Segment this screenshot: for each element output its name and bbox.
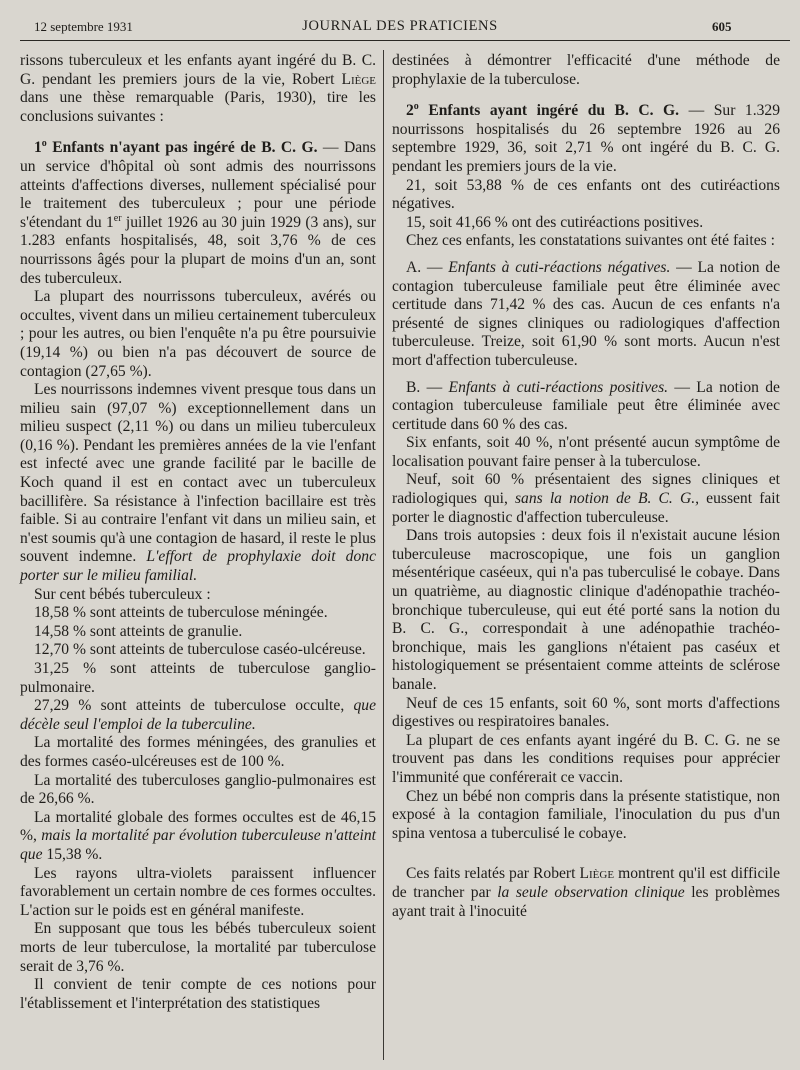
page-number: 605	[712, 19, 732, 34]
stat-line: 31,25 % sont atteints de tuberculose ganglio-pulmonaire.	[20, 660, 376, 696]
section-heading-2: 2$^o$ Enfants ayant ingéré du B. C. G. — Sur 1.329 nourrissons hospitalisés du 26 septembre 1926 au 26 septembre 1929, 36, soit 2,71 % ont ingéré du B. C. G. pendant les premiers jours de la vie.	[392, 101, 780, 175]
paragraph: 21, soit 53,88 % de ces enfants ont des cutiréactions négatives.	[392, 176, 780, 213]
paragraph: En supposant que tous les bébés tuberculeux soient morts de leur tuberculose, la mortalité par tuberculose serait de 3,76 %.	[20, 920, 376, 975]
header-date: 12 septembre 1931	[34, 19, 133, 34]
paragraph: Ces faits relatés par Robert Liège montrent qu'il est difficile de trancher par la seule observation clinique les problèmes ayant trait à l'inocuité	[392, 865, 780, 920]
author-name: Liège	[341, 70, 377, 88]
column-divider	[383, 50, 384, 1060]
header-rule	[20, 40, 790, 41]
journal-title: JOURNAL DES PRATICIENS	[302, 18, 498, 34]
paragraph: La plupart de ces enfants ayant ingéré du B. C. G. ne se trouvent pas dans les conditions requises pour apprécier l'immunité que conférerait ce vaccin.	[392, 731, 780, 786]
paragraph: Les nourrissons indemnes vivent presque tous dans un milieu sain (97,07 %) exceptionnellement dans un milieu suspect (2,11 %) ou dans un milieu tuberculeux (0,16 %). Pendant les premières années de la vie l'enfant est infecté avec une grande facilité par le bacille de Koch quand il est en contact avec un tuberculeux bacillifère. Sa résistance à l'infection bacillaire est très faible. Si au contraire l'enfant vit dans un milieu sain, et n'est soumis qu'à une contagion de hasard, il reste le plus souvent indemne. L'effort de prophylaxie doit donc porter sur le milieu familial.	[20, 381, 376, 585]
paragraph: Neuf de ces 15 enfants, soit 60 %, sont morts d'affections digestives ou respiratoires banales.	[392, 694, 780, 731]
paragraph: destinées à démontrer l'efficacité d'une méthode de prophylaxie de la tuberculose.	[392, 52, 780, 88]
section-heading-1: 1$^o$ Enfants n'ayant pas ingéré de B. C. G. — Dans un service d'hôpital où sont admis des nourrissons atteints d'affections diverses, nullement spécialisé pour le traitement des tuberculeux ; pour une période s'étendant du 1er juillet 1926 au 30 juin 1929 (3 ans), sur 1.283 enfants hospitalisés, 48, soit 3,76 % de ces nourrissons âgés pour la plupart de moins d'un an, sont des tuberculeux.	[20, 138, 376, 287]
subsection-b: B. — Enfants à cuti-réactions positives. — La notion de contagion tuberculeuse familiale peut être éliminée avec certitude dans 60 % des cas.	[392, 378, 780, 433]
paragraph: La mortalité des tuberculoses ganglio-pulmonaires est de 26,66 %.	[20, 771, 376, 808]
stat-line: 12,70 % sont atteints de tuberculose caséo-ulcéreuse.	[34, 641, 366, 659]
author-name: Liège	[579, 865, 615, 883]
paragraph: Neuf, soit 60 % présentaient des signes cliniques et radiologiques qui, sans la notion de B. C. G., eussent fait porter le diagnostic d'affection tuberculeuse.	[392, 471, 780, 526]
paragraph: rissons tuberculeux et les enfants ayant ingéré du B. C. G. pendant les premiers jours de la vie, Robert Liège dans une thèse remarquable (Paris, 1930), tire les conclusions suivantes :	[20, 52, 377, 125]
paragraph: Six enfants, soit 40 %, n'ont présenté aucun symptôme de localisation pouvant faire penser à la tuberculose.	[392, 434, 780, 470]
paragraph: Les rayons ultra-violets paraissent influencer favorablement un certain nombre de ces formes occultes. L'action sur le poids est en général manifeste.	[20, 864, 376, 919]
paragraph: Il convient de tenir compte de ces notions pour l'établissement et l'interprétation des statistiques	[20, 976, 376, 1012]
page-header	[0, 0, 800, 44]
stat-line: 14,58 % sont atteints de granulie.	[34, 622, 243, 640]
stat-line: 18,58 % sont atteints de tuberculose méningée.	[34, 604, 328, 622]
paragraph: La mortalité globale des formes occultes est de 46,15 %, mais la mortalité par évolution tuberculeuse n'atteint que 15,38 %.	[20, 808, 376, 863]
paragraph: Sur cent bébés tuberculeux :	[34, 585, 211, 603]
paragraph: La mortalité des formes méningées, des granulies et des formes caséo-ulcéreuses est de 100 %.	[20, 734, 376, 770]
paragraph: Chez ces enfants, les constatations suivantes ont été faites :	[406, 232, 775, 250]
stat-line: 27,29 % sont atteints de tuberculose occulte, que décèle seul l'emploi de la tuberculine.	[20, 697, 376, 733]
subsection-a: A. — Enfants à cuti-réactions négatives. — La notion de contagion tuberculeuse familiale peut être éliminée avec certitude dans 71,42 % des cas. Aucun de ces enfants n'a présenté de signes cliniques ou radiologiques d'affection tuberculeuse. Treize, soit 61,90 % sont morts. Aucun n'est mort d'affection tuberculeuse.	[392, 258, 781, 369]
left-column	[20, 52, 376, 1013]
paragraph: La plupart des nourrissons tuberculeux, avérés ou occultes, vivent dans un milieu certainement tuberculeux ; pour les autres, ou bien l'enquête n'a pu être poursuivie (19,14 %) ou bien n'a pas découvert de source de contagion (27,65 %).	[20, 288, 376, 380]
paragraph: Chez un bébé non compris dans la présente statistique, non exposé à la contagion familiale, l'inoculation du pus d'un spina ventosa a tuberculisé le cobaye.	[392, 787, 780, 842]
right-column	[392, 52, 780, 921]
paragraph: 15, soit 41,66 % ont des cutiréactions positives.	[406, 213, 704, 231]
paragraph: Dans trois autopsies : deux fois il n'existait aucune lésion tuberculeuse macroscopique, une fois un ganglion mésentérique caséeux, qui n'a pas tuberculisé le cobaye. Dans un quatrième, au diagnostic clinique d'adénopathie trachéo-bronchique tuberculeuse, qui eut été porté sans la notion du B. C. G., correspondait à une adénopathie trachéo-bronchique, mais les ganglions n'étaient pas caséux et histologiquement se présentaient comme atteints de sclérose banale.	[392, 527, 780, 693]
